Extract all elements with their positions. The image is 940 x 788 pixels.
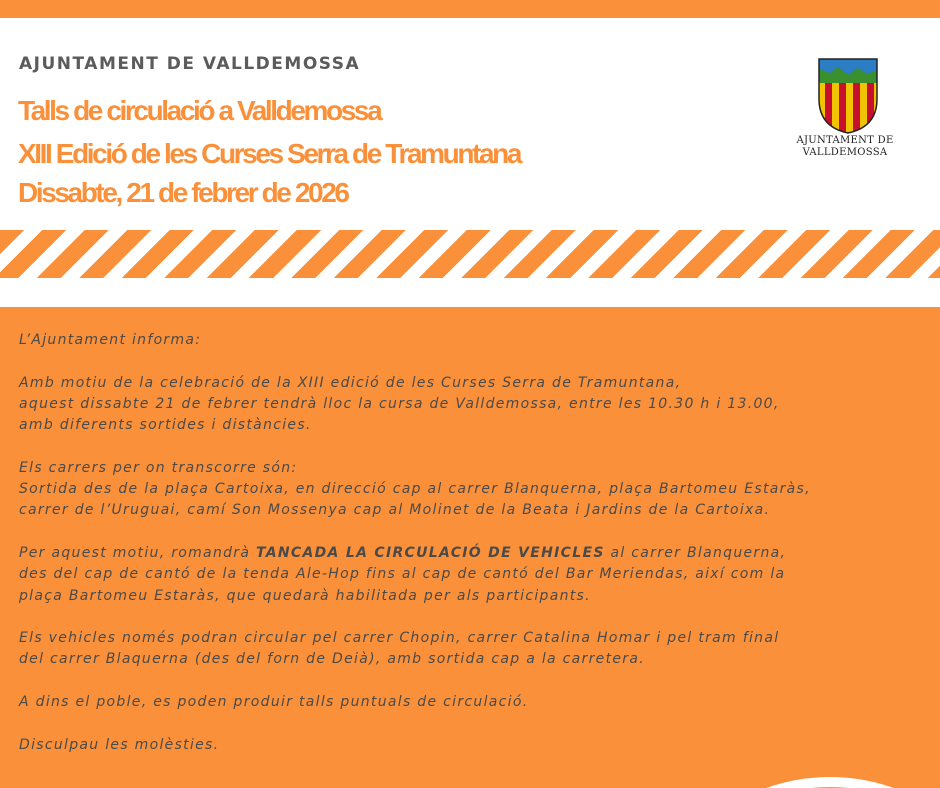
top-accent-bar: [0, 0, 940, 18]
decorative-ring: [640, 777, 940, 788]
notice-p4-line-1: Els vehicles només podran circular pel carrer Chopin, carrer Catalina Homar i pel tram final: [19, 630, 780, 647]
notice-intro: L’Ajuntament informa:: [19, 332, 202, 348]
hazard-stripes-divider: [0, 230, 940, 278]
notice-paragraph-5: A dins el poble, es poden produir talls puntuals de circulació.: [19, 694, 529, 711]
logo-caption-line-1: AJUNTAMENT DE: [796, 135, 894, 146]
notice-paragraph-4: [19, 628, 929, 671]
title-line-2: XIII Edició de les Curses Serra de Tramuntana: [18, 138, 521, 169]
notice-p2-line-1: Els carrers per on transcorre són:: [19, 459, 298, 476]
notice-p3-closure-emphasis: TANCADA LA CIRCULACIÓ DE VEHICLES: [256, 544, 605, 561]
coat-of-arms-icon: [790, 55, 900, 135]
notice-p4-line-2: del carrer Blaquerna (des del forn de Deià), amb sortida cap a la carretera.: [19, 651, 645, 668]
notice-p1-line-2: aquest dissabte 21 de febrer tendrà lloc la cursa de Valldemossa, entre les 10.30 h i 13.00,: [19, 395, 780, 412]
notice-p1-line-3: amb diferents sortides i distàncies.: [19, 417, 312, 434]
title-line-1: Talls de circulació a Valldemossa: [18, 95, 381, 126]
notice-p3-line-3: plaça Bartomeu Estaràs, que quedarà habilitada per als participants.: [19, 587, 591, 604]
title-line-3: Dissabte, 21 de febrer de 2026: [18, 177, 348, 208]
notice-paragraph-2: [19, 458, 929, 522]
notice-body: [19, 330, 929, 777]
logo-caption-line-2: VALLDEMOSSA: [802, 147, 888, 158]
notice-paragraph-6: Disculpau les molèsties.: [19, 736, 220, 753]
notice-p2-line-3: carrer de l’Uruguai, camí Son Mossenya cap al Molinet de la Beata i Jardins de la Cartoixa.: [19, 502, 771, 519]
notice-p3-line-1: [19, 543, 929, 564]
notice-p3-line-2: des del cap de cantó de la tenda Ale-Hop fins al cap de cantó del Bar Meriendas, així com la: [19, 566, 786, 583]
organization-name: AJUNTAMENT DE VALLDEMOSSA: [19, 54, 361, 74]
notice-p2-line-2: Sortida des de la plaça Cartoixa, en direcció cap al carrer Blanquerna, plaça Bartomeu Estaràs,: [19, 481, 811, 498]
notice-p3-text-a: Per aquest motiu, romandrà: [19, 544, 256, 561]
notice-p3-text-c: al carrer Blanquerna,: [604, 544, 787, 561]
notice-paragraph-3: [19, 543, 929, 607]
notice-p1-line-1: Amb motiu de la celebració de la XIII edició de les Curses Serra de Tramuntana,: [19, 374, 682, 391]
notice-paragraph-1: [19, 373, 929, 437]
logo-caption: [790, 135, 900, 159]
